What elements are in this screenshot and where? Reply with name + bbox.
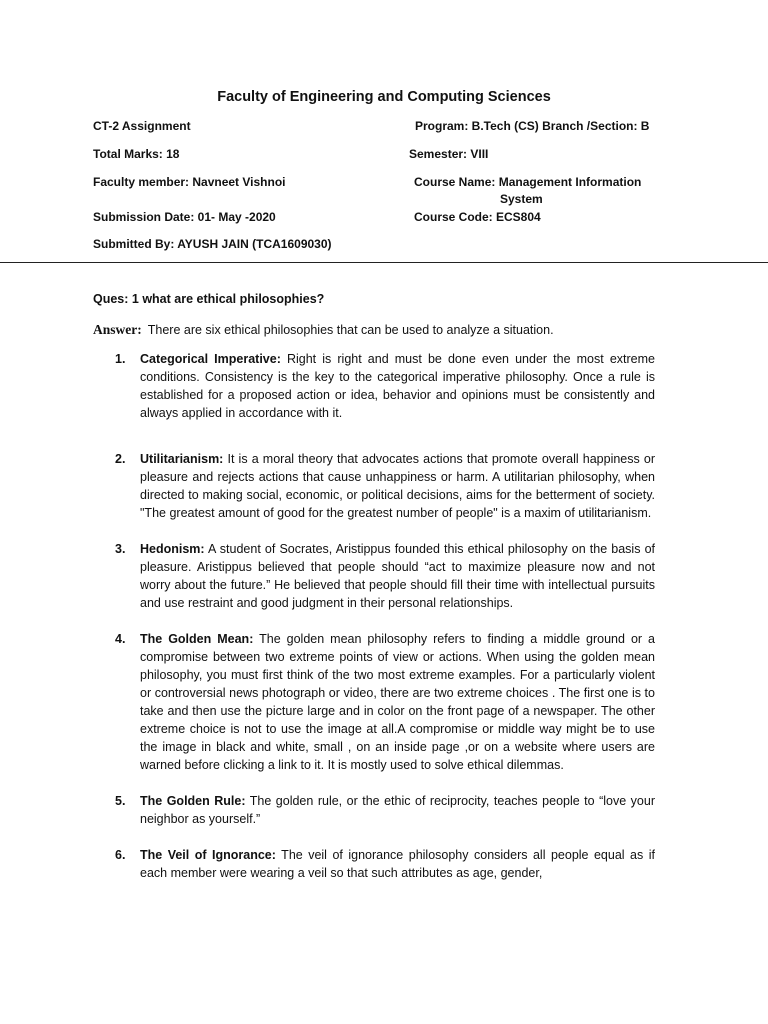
item-number: 2. — [115, 452, 126, 466]
item-number: 3. — [115, 542, 126, 556]
submitted-by-label: Submitted By: AYUSH JAIN (TCA1609030) — [93, 237, 332, 251]
submission-date-label: Submission Date: 01- May -2020 — [93, 210, 276, 224]
course-name-line2: System — [500, 192, 543, 206]
item-term: Hedonism: — [140, 542, 205, 556]
assignment-label: CT-2 Assignment — [93, 119, 191, 133]
course-name-label — [414, 174, 674, 208]
list-item — [115, 792, 655, 828]
item-term: The Golden Rule: — [140, 794, 246, 808]
list-item — [115, 450, 655, 522]
item-text: The golden mean philosophy refers to finding a middle ground or a compromise between two extreme points of view or actions. When using the golden mean philosophy, you must first think of the two most extreme examples. For a particularly violent or controversial news photograph or video, there are two extreme choices . The first one is to take and then use the picture large and in color on the front page of a newspaper. The other extreme choice is not to use the image at all.A compromise or middle way might be to use the image in black and white, small , on an inside page ,or on a website where users are warned before clicking a link to it. It is mostly used to solve ethical dilemmas. — [140, 632, 655, 772]
list-item — [115, 630, 655, 774]
item-text: It is a moral theory that advocates actions that promote overall happiness or pleasure and rejects actions that cause unhappiness or harm. A utilitarian philosophy, when directed to making social, economic, or political decisions, aims for the betterment of society. "The greatest amount of good for the greatest number of people" is a maxim of utilitarianism. — [140, 452, 655, 520]
item-term: The Veil of Ignorance: — [140, 848, 276, 862]
item-text: A student of Socrates, Aristippus founded this ethical philosophy on the basis of pleasure. Aristippus believed that people should “act to maximize pleasure now and not worry about the future.” He believed that people should fill their time with intellectual pursuits and use restraint and good judgment in their personal relationships. — [140, 542, 655, 610]
program-label: Program: B.Tech (CS) Branch /Section: B — [415, 119, 650, 133]
item-text: Right is right and must be done even under the most extreme conditions. Consistency is the key to the categorical imperative philosophy. Once a rule is established for a proposed action or idea, behavior and opinions must be consistently and always applied in accordance with it. — [140, 352, 655, 420]
item-number: 1. — [115, 352, 126, 366]
semester-label: Semester: VIII — [409, 147, 489, 161]
item-term: The Golden Mean: — [140, 632, 254, 646]
philosophy-list — [115, 350, 655, 882]
item-term: Categorical Imperative: — [140, 352, 281, 366]
list-item — [115, 540, 655, 612]
item-number: 5. — [115, 794, 126, 808]
total-marks-label: Total Marks: 18 — [93, 147, 180, 161]
item-text: The golden rule, or the ethic of reciprocity, teaches people to “love your neighbor as yourself.” — [140, 794, 655, 826]
course-code-label: Course Code: ECS804 — [414, 210, 541, 224]
page-title: Faculty of Engineering and Computing Sciences — [217, 89, 551, 105]
faculty-label: Faculty member: Navneet Vishnoi — [93, 175, 286, 189]
answer-intro-line — [93, 322, 554, 338]
list-item — [115, 350, 655, 422]
item-number: 6. — [115, 848, 126, 862]
answer-label: Answer: — [93, 322, 142, 337]
list-item — [115, 846, 655, 882]
answer-intro: There are six ethical philosophies that can be used to analyze a situation. — [147, 323, 554, 337]
question-heading: Ques: 1 what are ethical philosophies? — [93, 292, 325, 306]
item-term: Utilitarianism: — [140, 452, 224, 466]
course-name-line1: Course Name: Management Information — [414, 175, 642, 189]
item-text: The veil of ignorance philosophy considers all people equal as if each member were wearing a veil so that such attributes as age, gender, — [140, 848, 655, 880]
header-divider — [0, 262, 768, 263]
item-number: 4. — [115, 632, 126, 646]
